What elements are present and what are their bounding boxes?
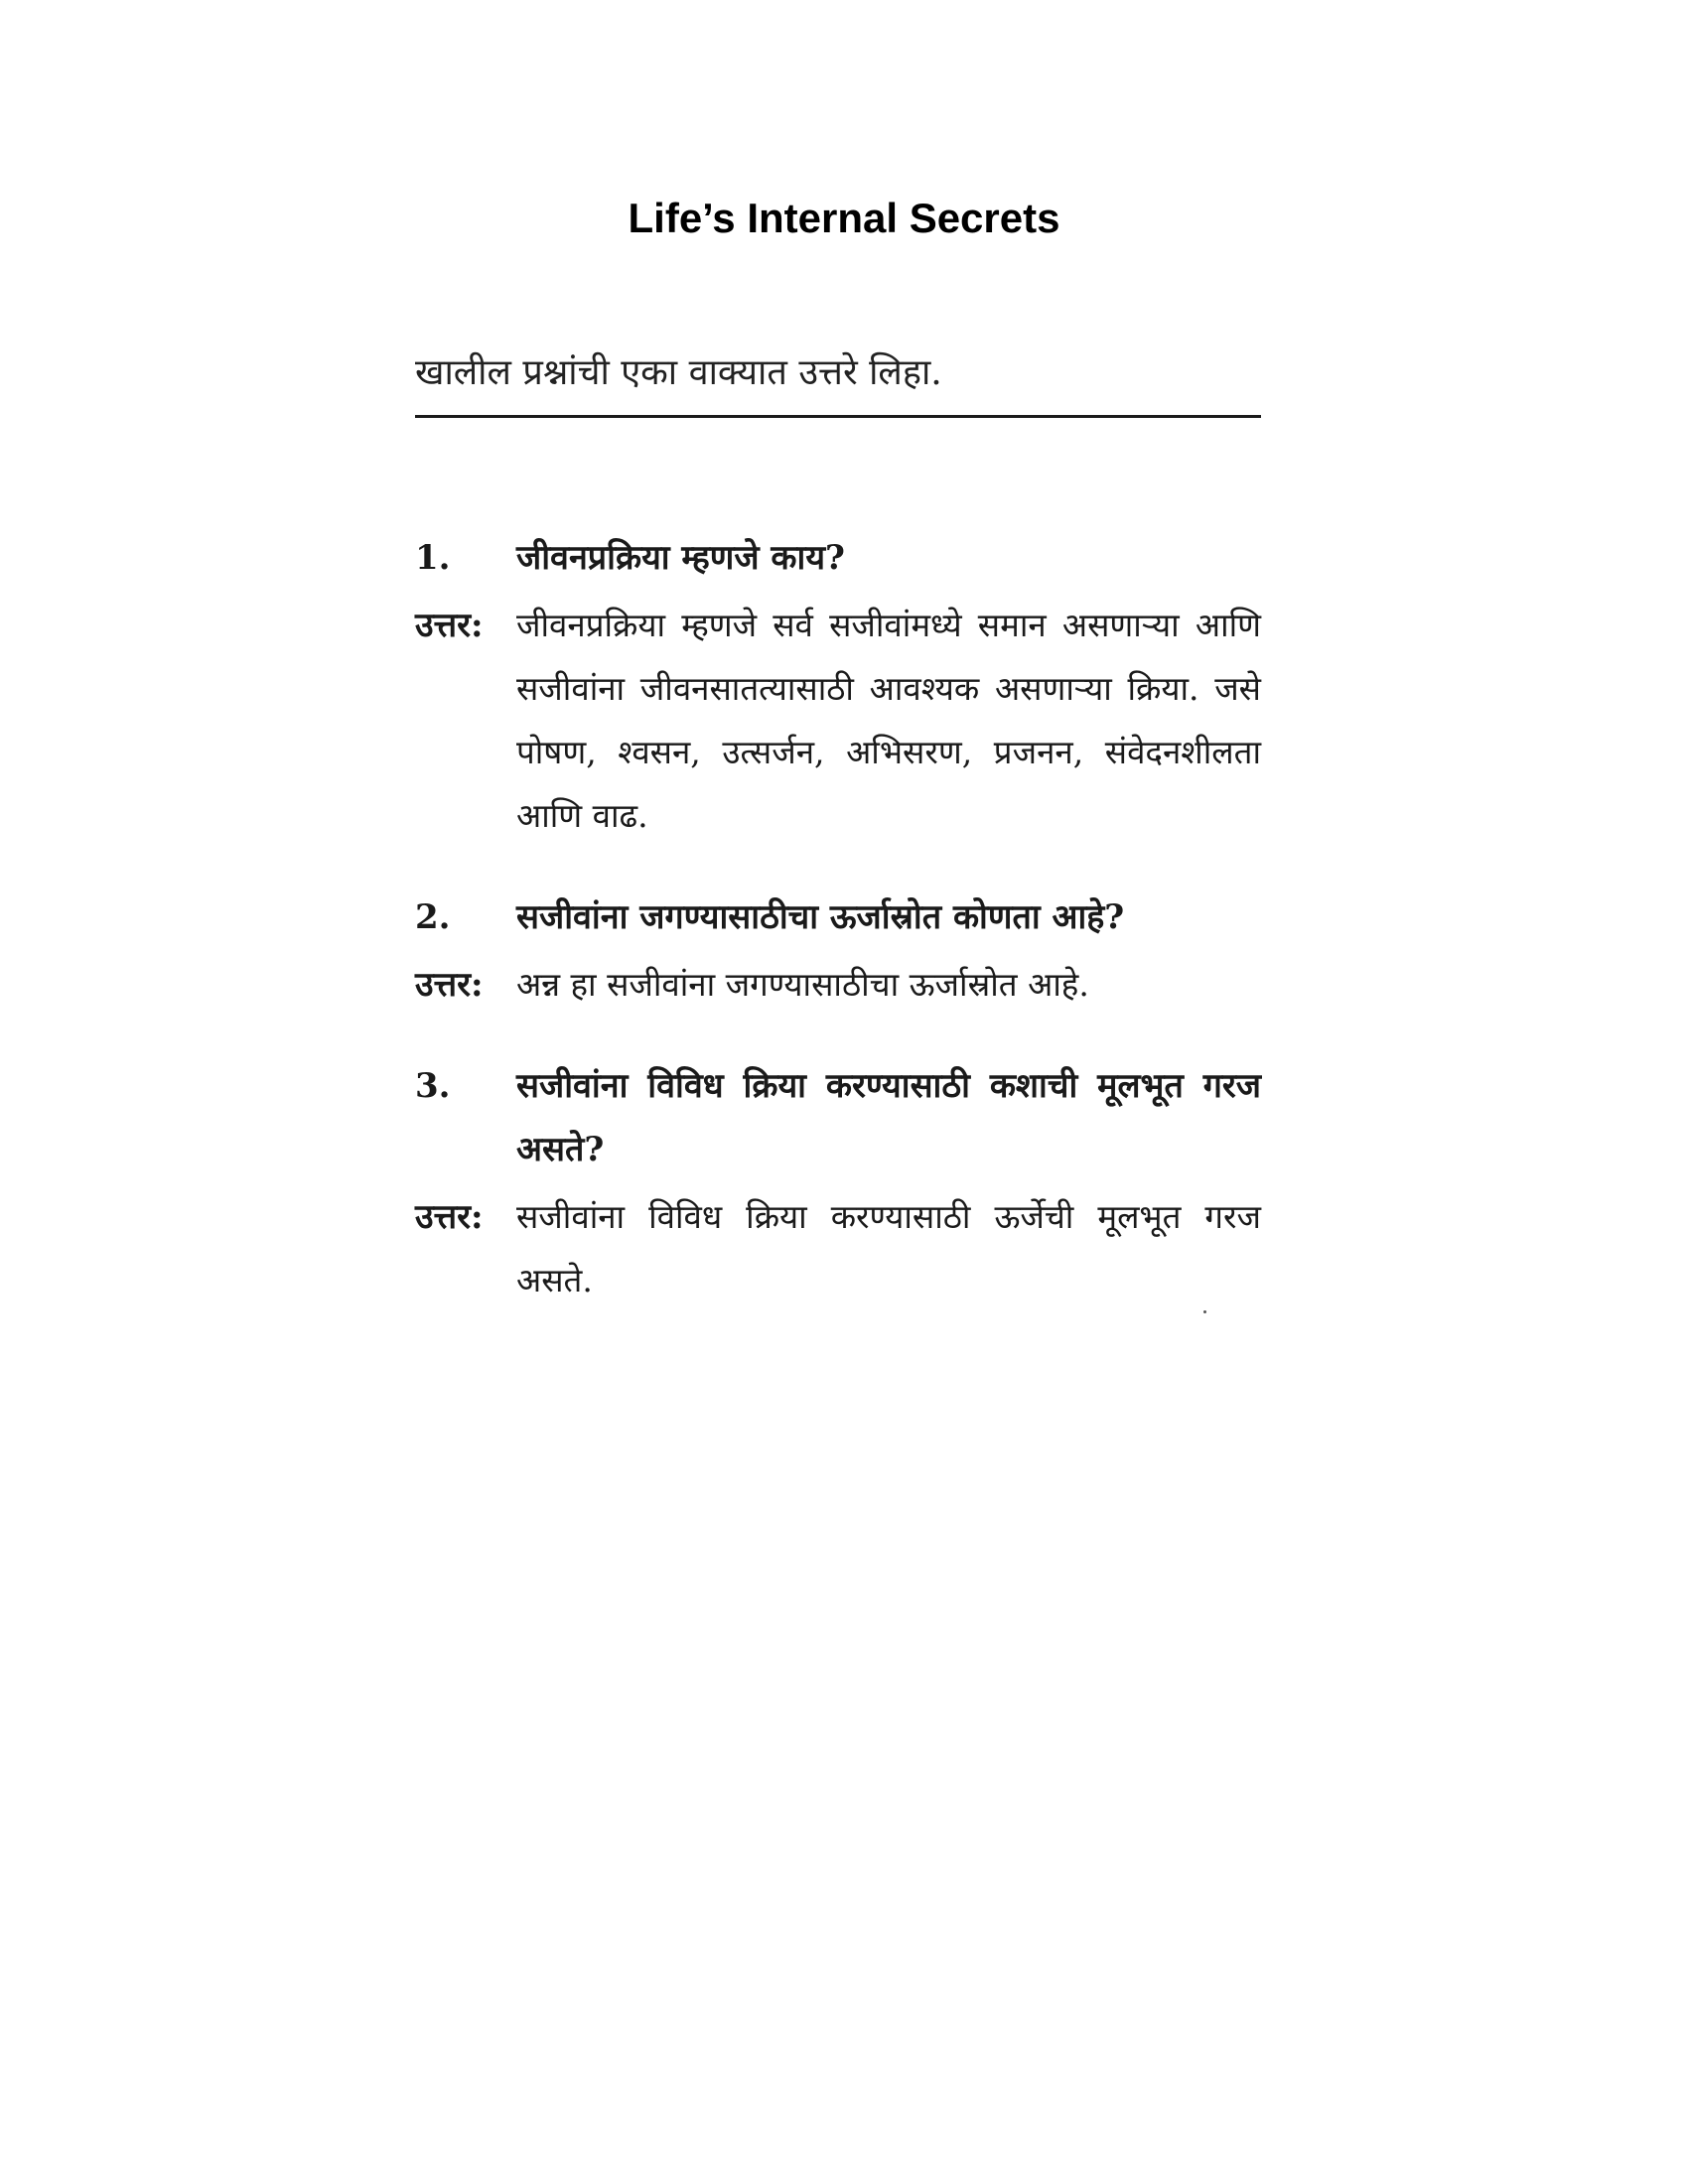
question-number: 1. [415, 538, 451, 578]
answer-text: अन्न हा सजीवांना जगण्यासाठीचा ऊर्जास्रोत आहे. [516, 965, 1089, 1004]
instruction-underline [415, 415, 1261, 418]
answer-label: उत्तर: [415, 1197, 484, 1237]
answer-text: सजीवांना विविध क्रिया करण्यासाठी ऊर्जेची मूलभूत गरज असते. [516, 1197, 1261, 1299]
qa-item-3 [415, 1054, 1261, 1312]
question-number: 2. [415, 897, 451, 937]
qa-item-2 [415, 886, 1261, 1017]
question-text: जीवनप्रक्रिया म्हणजे काय? [516, 538, 845, 578]
answer-text: जीवनप्रक्रिया म्हणजे सर्व सजीवांमध्ये समान असणाऱ्या आणि सजीवांना जीवनसातत्यासाठी आवश्यक असणाऱ्या क्रिया. जसे पोषण, श्वसन, उत्सर्जन, अभिसरण, प्रजनन, संवेदनशीलता आणि वाढ. [516, 606, 1261, 835]
scan-speck [1203, 1310, 1206, 1313]
answer-label: उत्तर: [415, 965, 484, 1005]
page-title: Life’s Internal Secrets [628, 195, 1060, 241]
instruction-text: खालील प्रश्नांची एका वाक्यात उत्तरे लिहा. [415, 352, 942, 393]
question-text: सजीवांना विविध क्रिया करण्यासाठी कशाची मूलभूत गरज असते? [516, 1066, 1261, 1169]
question-text: सजीवांना जगण्यासाठीचा ऊर्जास्रोत कोणता आहे? [516, 897, 1125, 937]
question-number: 3. [415, 1066, 451, 1106]
qa-item-1 [415, 526, 1261, 848]
answer-label: उत्तर: [415, 606, 484, 645]
qa-list [415, 526, 1261, 1350]
